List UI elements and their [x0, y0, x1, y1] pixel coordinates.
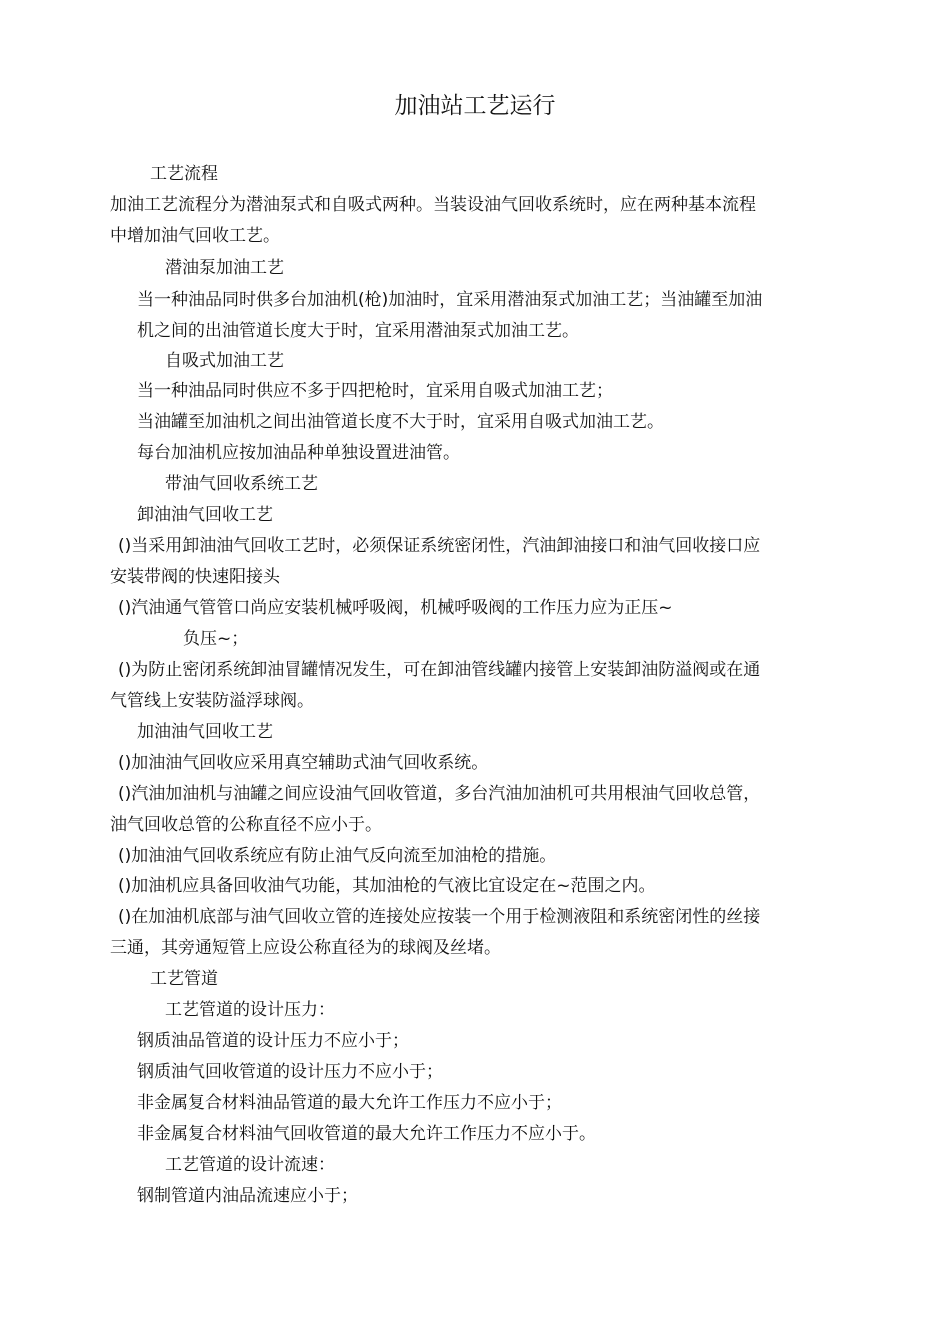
list-item-line: ()汽油通气管管口尚应安装机械呼吸阀，机械呼吸阀的工作压力应为正压~: [118, 598, 673, 618]
subsection-heading: 工艺管道的设计流速：: [165, 1155, 335, 1175]
paragraph-line: 油气回收总管的公称直径不应小于。: [110, 815, 382, 835]
paragraph-line: 机之间的出油管道长度大于时，宜采用潜油泵式加油工艺。: [137, 321, 579, 341]
paragraph-line: 钢质油气回收管道的设计压力不应小于；: [137, 1062, 443, 1082]
paragraph-line: 非金属复合材料油品管道的最大允许工作压力不应小于；: [137, 1093, 562, 1113]
paragraph-line: 中增加油气回收工艺。: [110, 226, 280, 246]
paragraph-line: 每台加油机应按加油品种单独设置进油管。: [137, 443, 460, 463]
document-title: 加油站工艺运行: [394, 93, 556, 119]
section-heading: 工艺流程: [150, 164, 218, 184]
subsection-heading: 潜油泵加油工艺: [165, 258, 284, 278]
subsection-heading: 自吸式加油工艺: [165, 351, 284, 371]
list-item-line: ()加油油气回收系统应有防止油气反向流至加油枪的措施。: [118, 846, 557, 866]
subsection-heading: 工艺管道的设计压力：: [165, 1000, 335, 1020]
paragraph-line: 钢制管道内油品流速应小于；: [137, 1186, 358, 1206]
paragraph-line: 负压~；: [183, 629, 249, 649]
subsection-heading: 加油油气回收工艺: [137, 722, 273, 742]
list-item-line: ()加油机应具备回收油气功能，其加油枪的气液比宜设定在~范围之内。: [118, 876, 656, 896]
list-item-line: ()为防止密闭系统卸油冒罐情况发生，可在卸油管线罐内接管上安装卸油防溢阀或在通: [118, 660, 761, 680]
paragraph-line: 加油工艺流程分为潜油泵式和自吸式两种。当装设油气回收系统时，应在两种基本流程: [110, 195, 756, 215]
section-heading: 工艺管道: [150, 969, 218, 989]
subsection-heading: 带油气回收系统工艺: [165, 474, 318, 494]
list-item-line: ()汽油加油机与油罐之间应设油气回收管道，多台汽油加油机可共用根油气回收总管，: [118, 784, 761, 804]
paragraph-line: 当油罐至加油机之间出油管道长度不大于时，宜采用自吸式加油工艺。: [137, 412, 664, 432]
paragraph-line: 安装带阀的快速阳接头: [110, 567, 280, 587]
paragraph-line: 当一种油品同时供多台加油机(枪)加油时，宜采用潜油泵式加油工艺；当油罐至加油: [137, 290, 763, 310]
paragraph-line: 三通，其旁通短管上应设公称直径为的球阀及丝堵。: [110, 938, 501, 958]
list-item-line: ()加油油气回收应采用真空辅助式油气回收系统。: [118, 753, 489, 773]
paragraph-line: 气管线上安装防溢浮球阀。: [110, 691, 314, 711]
paragraph-line: 钢质油品管道的设计压力不应小于；: [137, 1031, 409, 1051]
list-item-line: ()在加油机底部与油气回收立管的连接处应按装一个用于检测液阻和系统密闭性的丝接: [118, 907, 761, 927]
paragraph-line: 当一种油品同时供应不多于四把枪时，宜采用自吸式加油工艺；: [137, 381, 613, 401]
subsection-heading: 卸油油气回收工艺: [137, 505, 273, 525]
paragraph-line: 非金属复合材料油气回收管道的最大允许工作压力不应小于。: [137, 1124, 596, 1144]
list-item-line: ()当采用卸油油气回收工艺时，必须保证系统密闭性，汽油卸油接口和油气回收接口应: [118, 536, 761, 556]
